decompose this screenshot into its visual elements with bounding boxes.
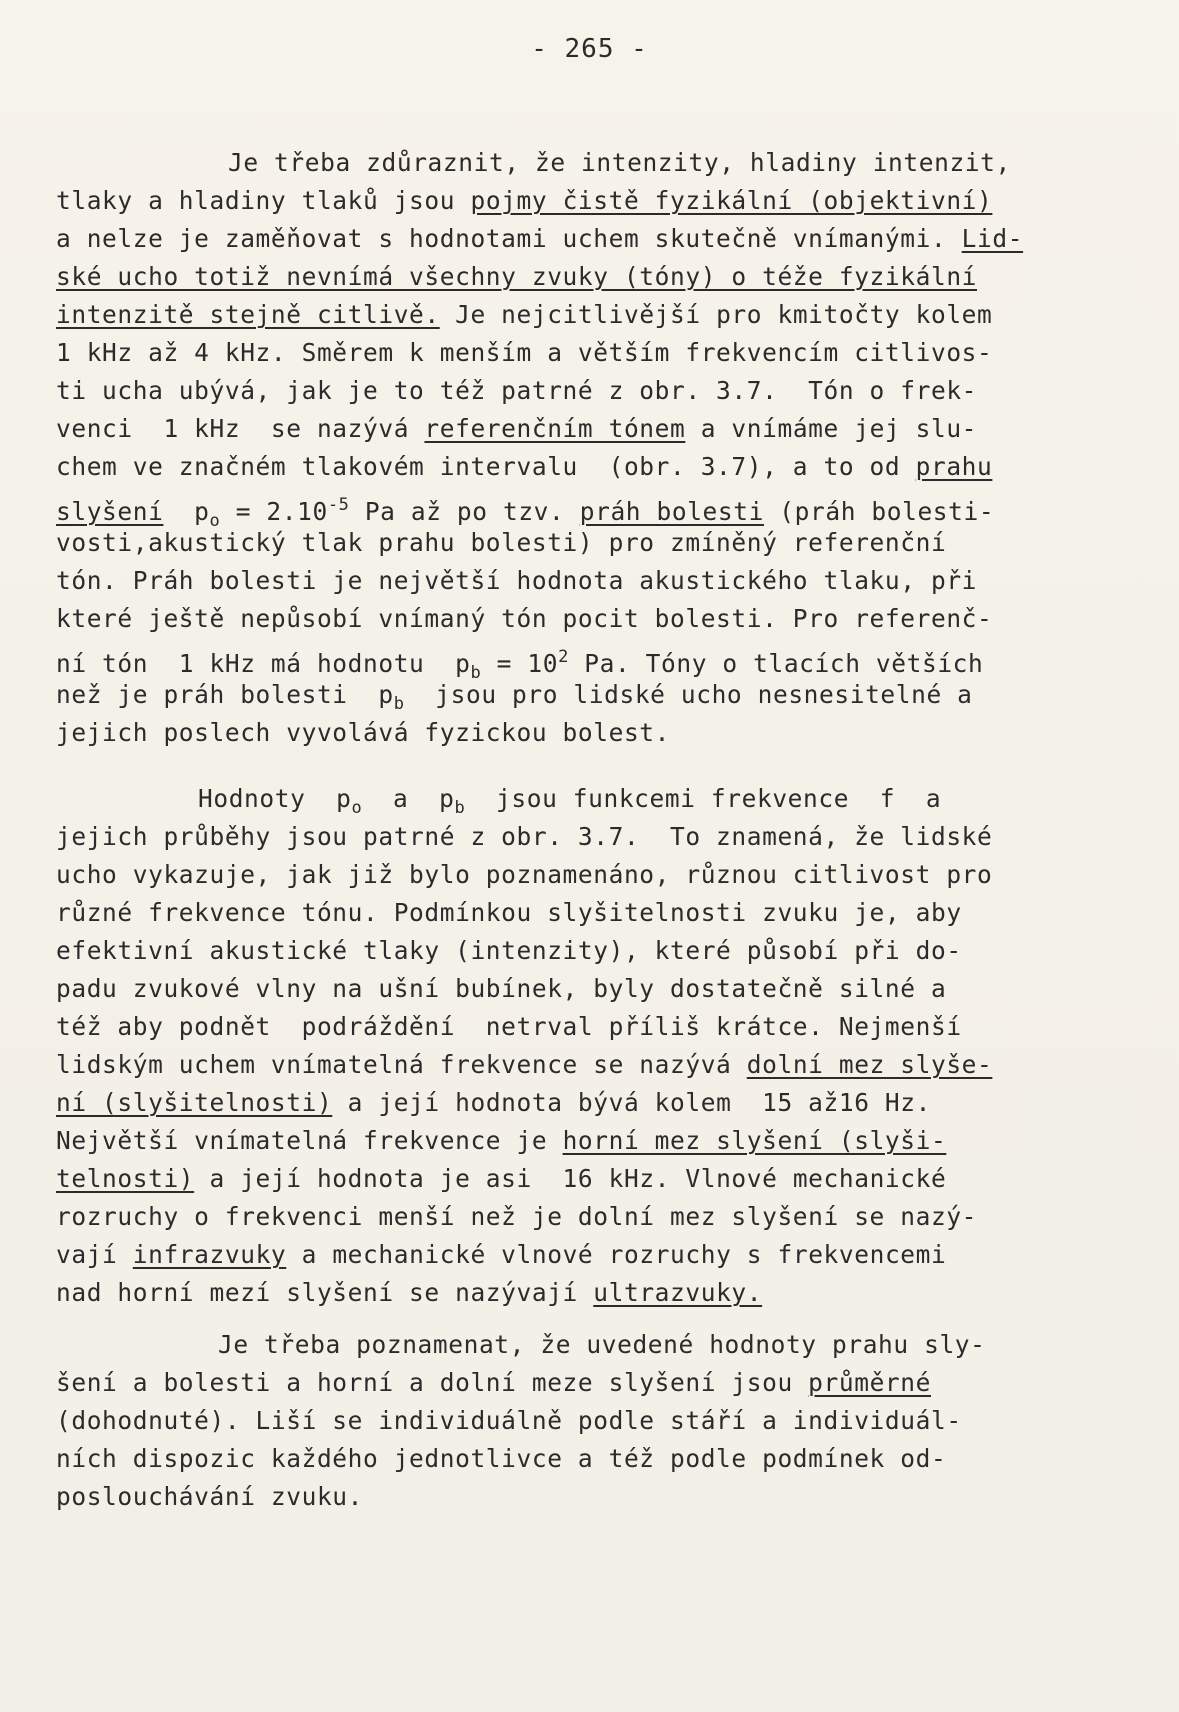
text-line xyxy=(56,224,1023,254)
text: 1 kHz až 4 kHz. Směrem k menším a větším frekvencím citlivos- xyxy=(56,338,993,367)
text: též aby podnět podráždění netrval příliš krátce. Nejmenší xyxy=(56,1012,962,1041)
text-line xyxy=(56,452,992,482)
text-line xyxy=(56,680,973,719)
text: tlaky a hladiny tlaků jsou xyxy=(56,186,471,215)
text: vosti,akustický tlak prahu bolesti) pro zmíněný referenční xyxy=(56,528,947,557)
text-line xyxy=(56,936,962,966)
text: jsou pro lidské ucho nesnesitelné a xyxy=(404,680,973,709)
text: chem ve značném tlakovém intervalu (obr. 3.7), a to od xyxy=(56,452,916,481)
subscript: b xyxy=(470,663,482,683)
text-line xyxy=(56,1240,946,1270)
text-line xyxy=(56,822,992,852)
underlined-term: ní (slyšitelnosti) xyxy=(56,1088,333,1117)
text: ní tón 1 kHz má hodnotu p xyxy=(56,649,471,678)
text-line xyxy=(56,528,946,558)
superscript: -5 xyxy=(327,495,350,515)
text: (dohodnuté). Liší se individuálně podle stáří a individuál- xyxy=(56,1406,962,1435)
subscript: o xyxy=(351,798,363,818)
underlined-term: ské ucho totiž nevnímá všechny zvuky (tóny) o téže fyzikální xyxy=(56,262,978,291)
text: Je třeba poznamenat, že uvedené hodnoty prahu sly- xyxy=(218,1330,986,1359)
text-line xyxy=(218,1330,986,1360)
text: = 2.10 xyxy=(220,497,328,526)
text-line xyxy=(56,1482,363,1512)
underlined-term: Lid- xyxy=(961,224,1024,253)
underlined-term: ultrazvuky. xyxy=(593,1278,763,1307)
text: a mechanické vlnové rozruchy s frekvencemi xyxy=(286,1240,947,1269)
text: vají xyxy=(56,1240,133,1269)
underlined-term: intenzitě stejně citlivě. xyxy=(56,300,440,329)
text-line xyxy=(56,974,946,1004)
text: Hodnoty p xyxy=(198,784,352,813)
text-line xyxy=(56,1050,992,1080)
text: venci 1 kHz se nazývá xyxy=(56,414,425,443)
text: jsou funkcemi frekvence f a xyxy=(465,784,942,813)
text: Pa. Tóny o tlacích větších xyxy=(568,649,984,678)
text: šení a bolesti a horní a dolní meze slyšení jsou xyxy=(56,1368,809,1397)
text-line xyxy=(56,1444,946,1474)
text-line xyxy=(56,718,670,748)
text: poslouchávání zvuku. xyxy=(56,1482,364,1511)
text: a její hodnota je asi 16 kHz. Vlnové mechanické xyxy=(194,1164,947,1193)
text: jejich průběhy jsou patrné z obr. 3.7. To znamená, že lidské xyxy=(56,822,993,851)
text: p xyxy=(163,497,210,526)
subscript: b xyxy=(454,798,466,818)
text: Je třeba zdůraznit, že intenzity, hladiny intenzit, xyxy=(228,148,1011,177)
superscript: 2 xyxy=(558,647,569,667)
text-line xyxy=(56,1368,931,1398)
underlined-term: dolní mez slyše- xyxy=(746,1050,993,1079)
underlined-term: horní mez slyšení (slyši- xyxy=(562,1126,947,1155)
underlined-term: průměrné xyxy=(808,1368,931,1397)
text: Je nejcitlivější pro kmitočty kolem xyxy=(439,300,993,329)
underlined-term: slyšení xyxy=(56,497,164,526)
text-line xyxy=(56,1012,962,1042)
subscript: b xyxy=(393,694,405,714)
text: ních dispozic každého jednotlivce a též podle podmínek od- xyxy=(56,1444,947,1473)
text-line xyxy=(56,1126,946,1156)
text-line xyxy=(56,300,992,330)
text-line xyxy=(56,338,992,368)
underlined-term: pojmy čistě fyzikální (objektivní) xyxy=(470,186,993,215)
underlined-term: telnosti) xyxy=(56,1164,195,1193)
text: ucho vykazuje, jak již bylo poznamenáno, různou citlivost pro xyxy=(56,860,993,889)
underlined-term: práh bolesti xyxy=(579,497,764,526)
underlined-term: referenčním tónem xyxy=(424,414,686,443)
subscript: o xyxy=(209,511,221,531)
text-line xyxy=(56,1406,962,1436)
text: (práh bolesti- xyxy=(763,497,995,526)
text-line xyxy=(56,860,992,890)
text-line xyxy=(56,262,977,292)
text-line xyxy=(56,1164,946,1194)
text: ti ucha ubývá, jak je to též patrné z obr. 3.7. Tón o frek- xyxy=(56,376,978,405)
page-number: - 265 - xyxy=(531,34,648,64)
text: padu zvukové vlny na ušní bubínek, byly dostatečně silné a xyxy=(56,974,947,1003)
text: a vnímáme jej slu- xyxy=(685,414,978,443)
text-line xyxy=(56,566,977,596)
text-line xyxy=(56,414,977,444)
text: nad horní mezí slyšení se nazývají xyxy=(56,1278,594,1307)
underlined-term: prahu xyxy=(915,452,993,481)
text: různé frekvence tónu. Podmínkou slyšitelnosti zvuku je, aby xyxy=(56,898,962,927)
text: jejich poslech vyvolává fyzickou bolest. xyxy=(56,718,671,747)
text: a p xyxy=(362,784,455,813)
text-line xyxy=(56,1278,762,1308)
text-line xyxy=(56,1088,931,1118)
text-line xyxy=(56,186,992,216)
text: které ještě nepůsobí vnímaný tón pocit bolesti. Pro referenč- xyxy=(56,604,993,633)
underlined-term: infrazvuky xyxy=(132,1240,287,1269)
text: než je práh bolesti p xyxy=(56,680,394,709)
text-line xyxy=(198,784,941,823)
text-line xyxy=(56,1202,977,1232)
text: rozruchy o frekvenci menší než je dolní mez slyšení se nazý- xyxy=(56,1202,978,1231)
text: lidským uchem vnímatelná frekvence se nazývá xyxy=(56,1050,747,1079)
text-line xyxy=(228,148,1011,178)
text-line xyxy=(56,376,977,406)
text: a nelze je zaměňovat s hodnotami uchem skutečně vnímanými. xyxy=(56,224,962,253)
text-line xyxy=(56,898,962,928)
text-line xyxy=(56,604,992,634)
text: tón. Práh bolesti je největší hodnota akustického tlaku, při xyxy=(56,566,978,595)
text: a její hodnota bývá kolem 15 až16 Hz. xyxy=(332,1088,931,1117)
text: Největší vnímatelná frekvence je xyxy=(56,1126,563,1155)
text: efektivní akustické tlaky (intenzity), které působí při do- xyxy=(56,936,962,965)
text: Pa až po tzv. xyxy=(349,497,580,526)
text: = 10 xyxy=(481,649,559,678)
